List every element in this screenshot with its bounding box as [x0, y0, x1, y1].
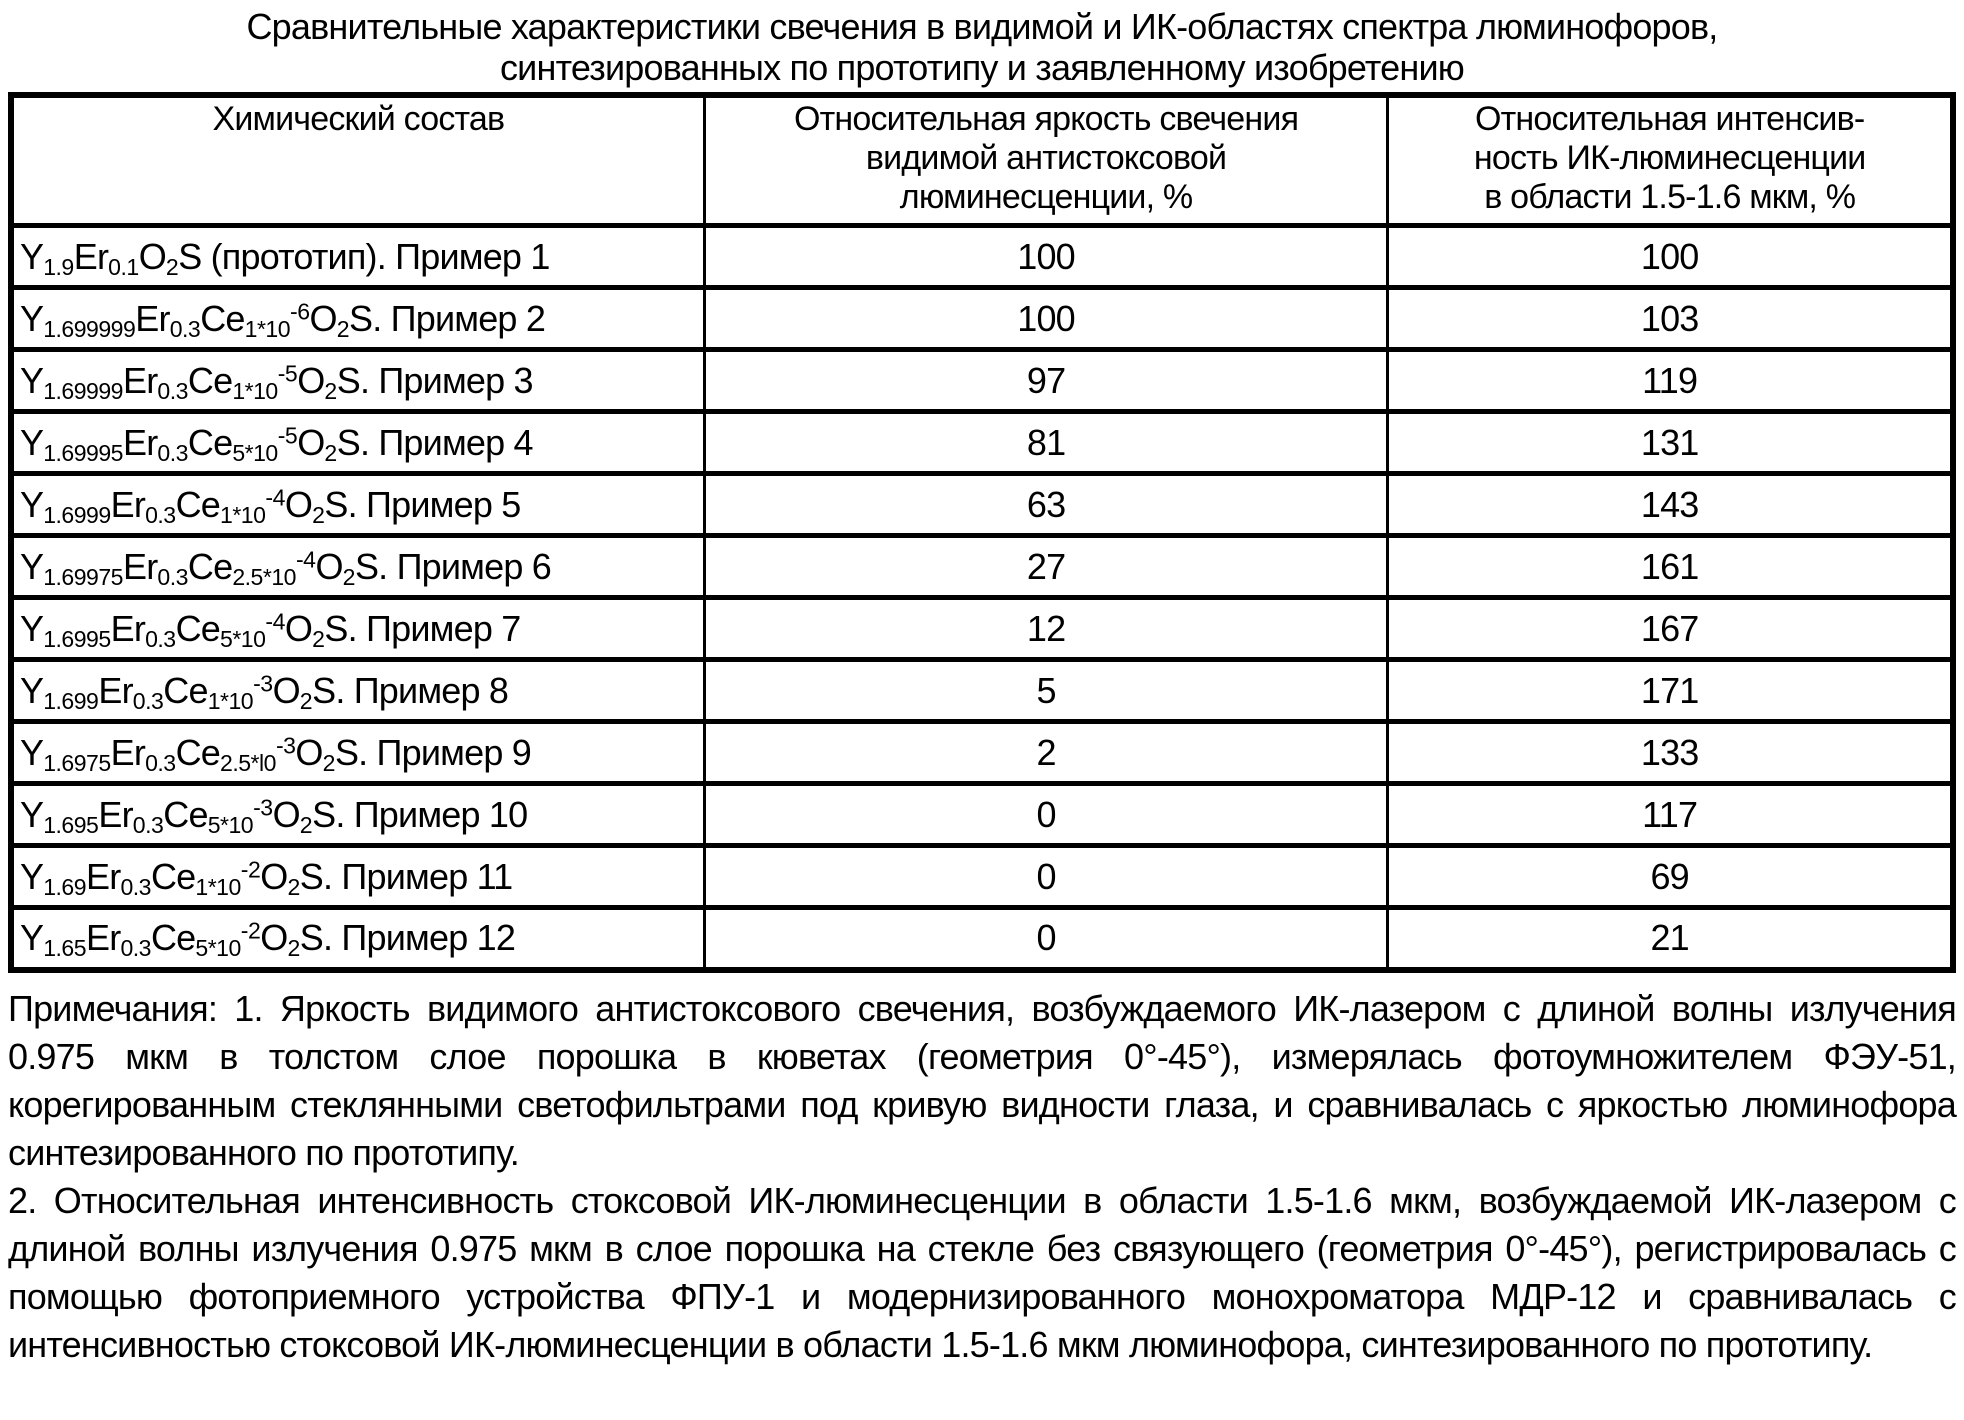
note-1: Примечания: 1. Яркость видимого антистоксового свечения, возбуждаемого ИК-лазером с длиной волны излучения 0.975 мкм в толстом слое порошка в кюветах (геометрия 0°-45°), измерялась фотоумножителем ФЭУ-51, корегированным стеклянными светофильтрами под кривую видности глаза, и сравнивалась с яркостью люминофора синтезированного по прототипу. — [8, 987, 1956, 1173]
table-row — [11, 350, 1953, 412]
brightness-cell: 27 — [704, 536, 1388, 598]
ir-intensity-cell: 161 — [1388, 536, 1953, 598]
formula-cell: $Y_{1.6975}Er_{0.3}Ce_{2.5*l0}^{-3}O_2S$. Пример 9 — [11, 722, 704, 784]
formula-cell: $Y_{1.6995}Er_{0.3}Ce_{5*10}^{-4}O_2S$. Пример 7 — [11, 598, 704, 660]
ir-intensity-cell: 21 — [1388, 908, 1953, 970]
formula-cell: $Y_{1.699}Er_{0.3}Ce_{1*10}^{-3}O_2S$. Пример 8 — [11, 660, 704, 722]
header-chemical-composition: Химический состав — [11, 95, 704, 226]
ir-intensity-cell: 103 — [1388, 288, 1953, 350]
brightness-cell: 12 — [704, 598, 1388, 660]
comparison-table — [8, 92, 1956, 973]
formula-cell: $Y_{1.65}Er_{0.3}Ce_{5*10}^{-2}O_2S$. Пример 12 — [11, 908, 704, 970]
brightness-cell: 0 — [704, 908, 1388, 970]
brightness-cell: 2 — [704, 722, 1388, 784]
brightness-cell: 5 — [704, 660, 1388, 722]
brightness-cell: 0 — [704, 846, 1388, 908]
header-ir-intensity: Относительная интенсив- ность ИК-люминесценции в области 1.5-1.6 мкм, % — [1388, 95, 1953, 226]
formula-cell: $Y_{1.69999}Er_{0.3}Ce_{1*10}^{-5}O_2S$. Пример 3 — [11, 350, 704, 412]
notes-block — [8, 985, 1956, 1369]
header-row — [11, 95, 1953, 226]
table-row — [11, 784, 1953, 846]
table-row — [11, 226, 1953, 288]
header-visible-brightness: Относительная яркость свечения видимой антистоксовой люминесценции, % — [704, 95, 1388, 226]
formula-cell: $Y_{1.695}Er_{0.3}Ce_{5*10}^{-3}O_2S$. Пример 10 — [11, 784, 704, 846]
formula-cell: $Y_{1.69975}Er_{0.3}Ce_{2.5*10}^{-4}O_2S$. Пример 6 — [11, 536, 704, 598]
brightness-cell: 97 — [704, 350, 1388, 412]
formula-cell: $Y_{1.9}Er_{0.1}O_2S$ (прототип). Пример 1 — [11, 226, 704, 288]
page-title: Сравнительные характеристики свечения в видимой и ИК-областях спектра люминофоров, синтезированных по прототипу и заявленному изобретению — [246, 6, 1718, 88]
table-row — [11, 598, 1953, 660]
ir-intensity-cell: 133 — [1388, 722, 1953, 784]
formula-cell: $Y_{1.699999}Er_{0.3}Ce_{1*10}^{-6}O_2S$. Пример 2 — [11, 288, 704, 350]
ir-intensity-cell: 167 — [1388, 598, 1953, 660]
ir-intensity-cell: 100 — [1388, 226, 1953, 288]
table-header — [11, 95, 1953, 226]
table-row — [11, 908, 1953, 970]
table-row — [11, 722, 1953, 784]
ir-intensity-cell: 171 — [1388, 660, 1953, 722]
formula-cell: $Y_{1.69}Er_{0.3}Ce_{1*10}^{-2}O_2S$. Пример 11 — [11, 846, 704, 908]
table-body — [11, 226, 1953, 970]
table-row — [11, 660, 1953, 722]
table-row — [11, 474, 1953, 536]
brightness-cell: 100 — [704, 226, 1388, 288]
brightness-cell: 0 — [704, 784, 1388, 846]
ir-intensity-cell: 131 — [1388, 412, 1953, 474]
brightness-cell: 63 — [704, 474, 1388, 536]
ir-intensity-cell: 143 — [1388, 474, 1953, 536]
formula-cell: $Y_{1.69995}Er_{0.3}Ce_{5*10}^{-5}O_2S$. Пример 4 — [11, 412, 704, 474]
formula-cell: $Y_{1.6999}Er_{0.3}Ce_{1*10}^{-4}O_2S$. Пример 5 — [11, 474, 704, 536]
ir-intensity-cell: 117 — [1388, 784, 1953, 846]
table-row — [11, 288, 1953, 350]
note-2: 2. Относительная интенсивность стоксовой ИК-люминесценции в области 1.5-1.6 мкм, возбуждаемой ИК-лазером с длиной волны излучения 0.975 мкм в слое порошка на стекле без связующего (геометрия 0°-45°), регистрировалась с помощью фотоприемного устройства ФПУ-1 и модернизированного монохроматора МДР-12 и сравнивалась с интенсивностью стоксовой ИК-люминесценции в области 1.5-1.6 мкм люминофора, синтезированного по прототипу. — [8, 1179, 1956, 1365]
table-row — [11, 536, 1953, 598]
brightness-cell: 100 — [704, 288, 1388, 350]
brightness-cell: 81 — [704, 412, 1388, 474]
table-row — [11, 846, 1953, 908]
ir-intensity-cell: 119 — [1388, 350, 1953, 412]
table-row — [11, 412, 1953, 474]
ir-intensity-cell: 69 — [1388, 846, 1953, 908]
